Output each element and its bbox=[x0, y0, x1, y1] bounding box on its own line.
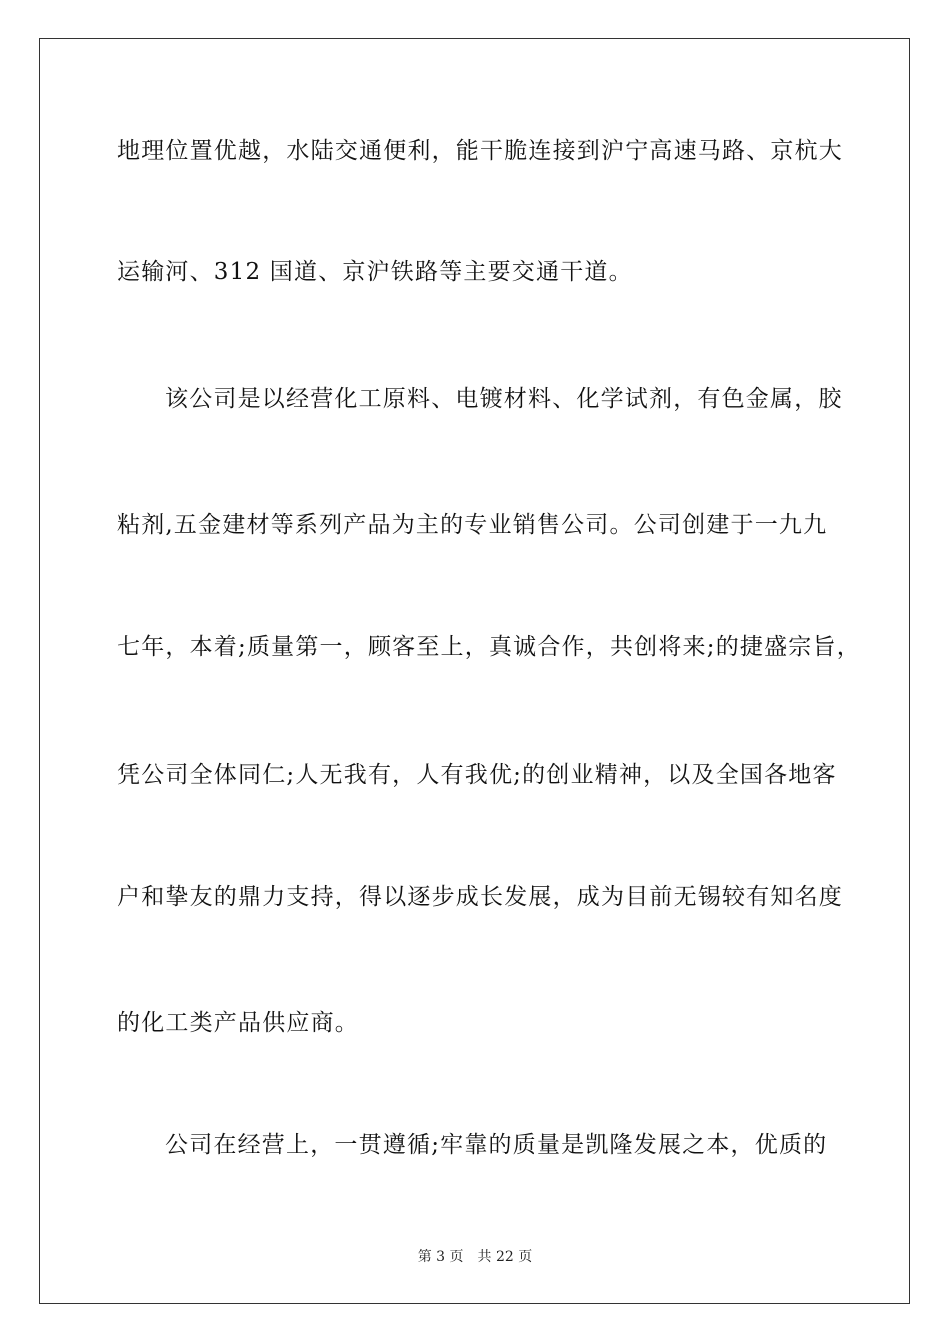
text-line-5: 七年，本着;质量第一，顾客至上，真诚合作，共创将来;的捷盛宗旨， bbox=[117, 634, 861, 660]
text-line-6: 凭公司全体同仁;人无我有，人有我优;的创业精神，以及全国各地客 bbox=[117, 762, 837, 788]
text-line-7: 户和挚友的鼎力支持，得以逐步成长发展，成为目前无锡较有知名度 bbox=[117, 884, 843, 910]
text-line-8: 的化工类产品供应商。 bbox=[117, 1010, 359, 1036]
text-line-9: 公司在经营上，一贯遵循;牢靠的质量是凯隆发展之本，优质的 bbox=[165, 1132, 828, 1158]
page-footer bbox=[0, 1248, 950, 1266]
page-number: 第 3 页 bbox=[417, 1249, 464, 1265]
text-line-4: 粘剂,五金建材等系列产品为主的专业销售公司。公司创建于一九九 bbox=[117, 512, 828, 538]
page-border bbox=[39, 38, 910, 1304]
text-line-1: 地理位置优越，水陆交通便利，能干脆连接到沪宁高速马路、京杭大 bbox=[117, 138, 843, 164]
text-line-3: 该公司是以经营化工原料、电镀材料、化学试剂，有色金属，胶 bbox=[165, 386, 843, 412]
text-line-2: 运输河、312 国道、京沪铁路等主要交通干道。 bbox=[117, 259, 633, 285]
page-total: 共 22 页 bbox=[477, 1249, 533, 1265]
